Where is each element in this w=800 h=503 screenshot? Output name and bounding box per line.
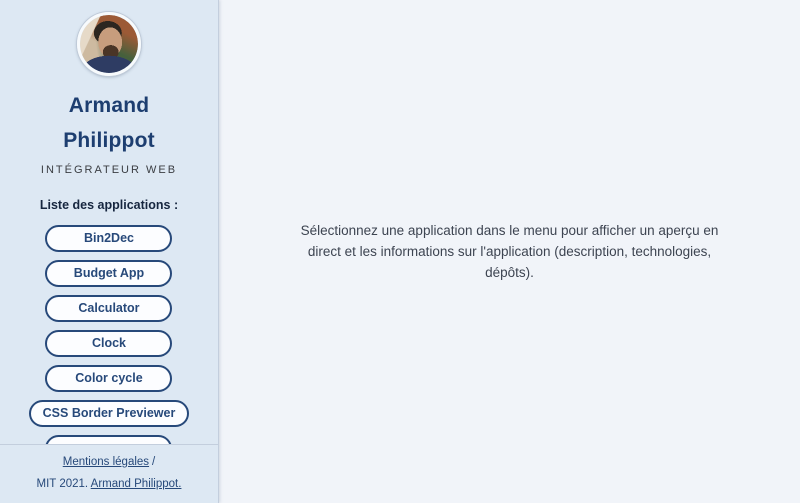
app-button-calculator[interactable]: Calculator [45,295,172,322]
license-text: MIT 2021. [36,478,89,490]
app-button-bin2dec[interactable]: Bin2Dec [45,225,172,252]
job-title: INTÉGRATEUR WEB [40,164,178,176]
app-list [29,225,190,444]
app-list-label: Liste des applications : [39,198,179,212]
avatar-photo [80,15,138,73]
app-button-color-cycle[interactable]: Color cycle [45,365,172,392]
profile-first-name: Armand [68,94,150,117]
license-line [0,473,218,495]
legal-separator: / [152,456,156,468]
author-link[interactable]: Armand Philippot. [90,478,182,490]
app-button-clock[interactable]: Clock [45,330,172,357]
profile-last-name: Philippot [63,129,155,152]
sidebar-footer [0,444,218,503]
app-button-budget-app[interactable]: Budget App [45,260,172,287]
profile-name [63,88,155,158]
app-button-partial[interactable] [45,435,172,444]
main-content [219,0,800,503]
app-button-css-border-previewer[interactable]: CSS Border Previewer [29,400,190,427]
sidebar [0,0,219,503]
legal-link[interactable]: Mentions légales [62,456,150,468]
avatar [77,12,141,76]
legal-line [0,451,218,473]
placeholder-message: Sélectionnez une application dans le menu pour afficher un aperçu en direct et les informations sur l'application (description, technologies, dépôts). [300,223,719,280]
